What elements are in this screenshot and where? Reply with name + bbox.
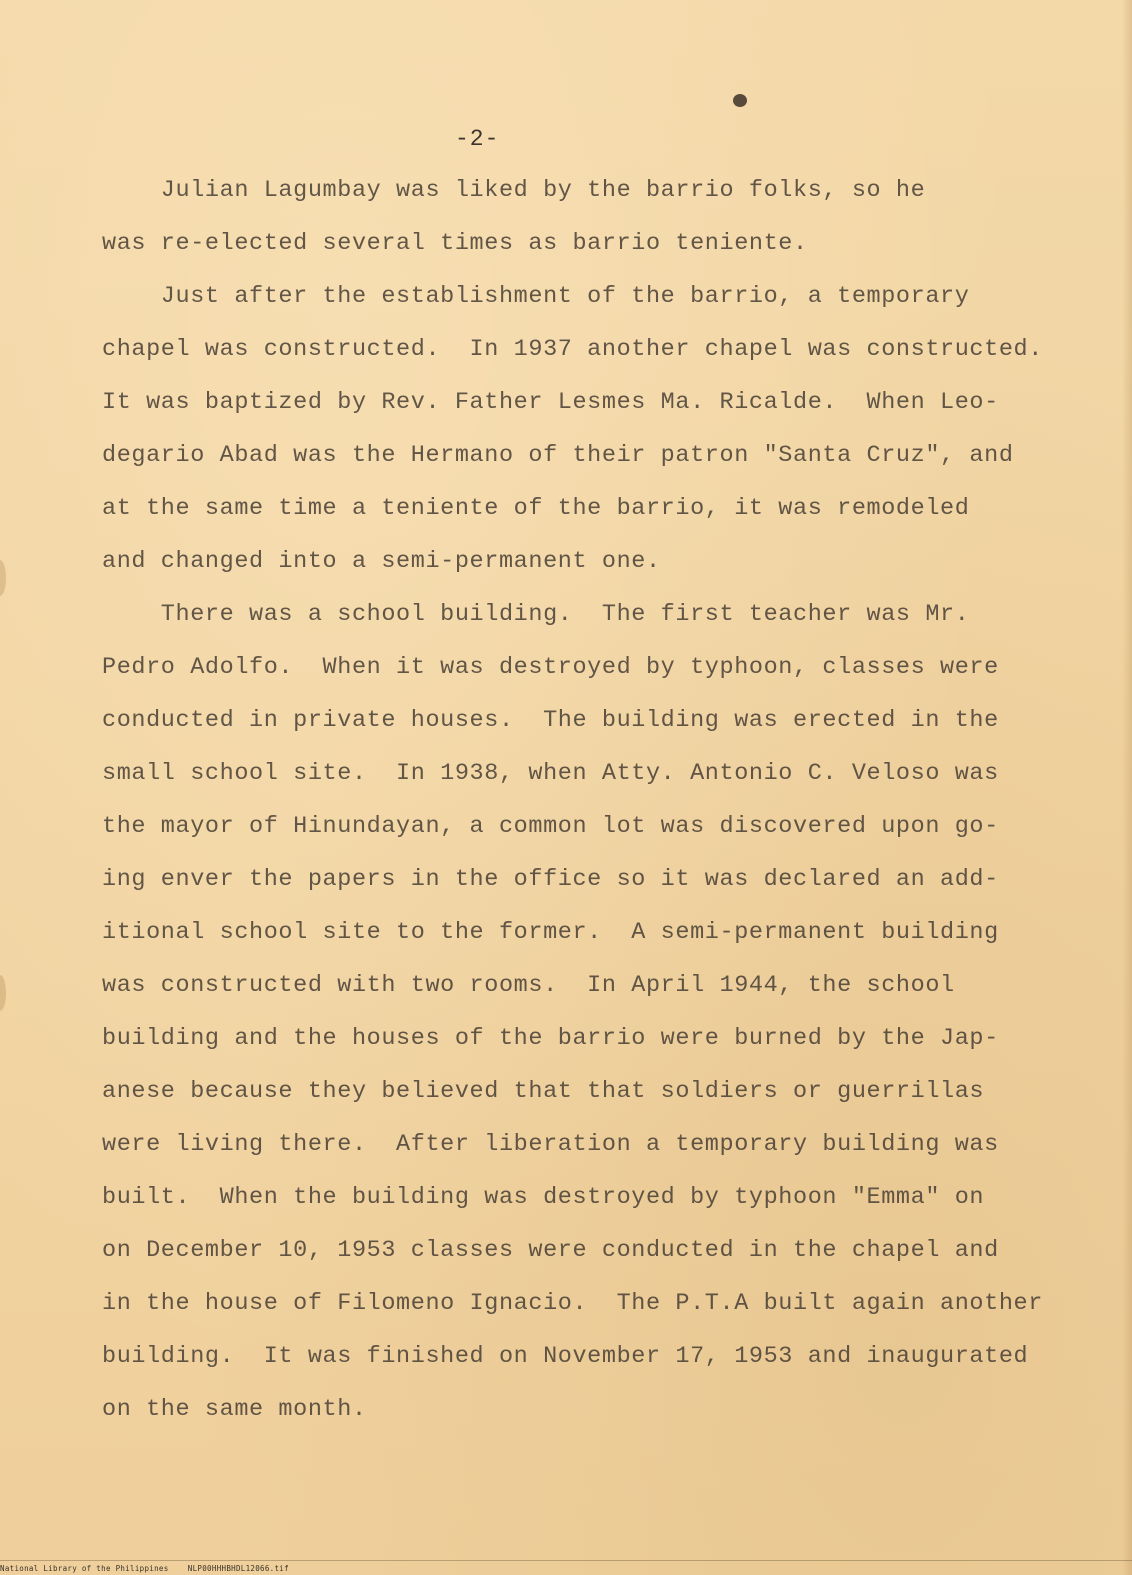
text-line: in the house of Filomeno Ignacio. The P.T.A built again another xyxy=(102,1290,1043,1317)
text-line: itional school site to the former. A semi-permanent building xyxy=(102,919,999,946)
page-edge-shadow xyxy=(1122,0,1132,1575)
binding-notch xyxy=(0,975,6,1011)
text-line: was re-elected several times as barrio teniente. xyxy=(102,230,808,257)
text-line: Just after the establishment of the barrio, a temporary xyxy=(102,283,970,310)
ink-spot xyxy=(733,94,747,107)
binding-notch xyxy=(0,560,6,596)
text-line: at the same time a teniente of the barrio, it was remodeled xyxy=(102,495,970,522)
text-line: building. It was finished on November 17, 1953 and inaugurated xyxy=(102,1343,1029,1370)
text-line: conducted in private houses. The building was erected in the xyxy=(102,707,999,734)
text-line: building and the houses of the barrio were burned by the Jap- xyxy=(102,1025,999,1052)
text-line: anese because they believed that that soldiers or guerrillas xyxy=(102,1078,985,1105)
text-line: small school site. In 1938, when Atty. Antonio C. Veloso was xyxy=(102,760,999,787)
text-line: degario Abad was the Hermano of their patron "Santa Cruz", and xyxy=(102,442,1014,469)
footer-caption: National Library of the Philippines NLP00HHHBHDL12066.tif xyxy=(0,1564,289,1573)
text-line: were living there. After liberation a temporary building was xyxy=(102,1131,999,1158)
text-line: Pedro Adolfo. When it was destroyed by typhoon, classes were xyxy=(102,654,999,681)
text-line: on December 10, 1953 classes were conducted in the chapel and xyxy=(102,1237,999,1264)
text-line: ing enver the papers in the office so it was declared an add- xyxy=(102,866,999,893)
text-line: and changed into a semi-permanent one. xyxy=(102,548,661,575)
text-line: was constructed with two rooms. In April 1944, the school xyxy=(102,972,955,999)
text-line: built. When the building was destroyed by typhoon "Emma" on xyxy=(102,1184,985,1211)
page-number: -2- xyxy=(455,126,500,152)
text-line: the mayor of Hinundayan, a common lot was discovered upon go- xyxy=(102,813,999,840)
text-line: chapel was constructed. In 1937 another chapel was constructed. xyxy=(102,336,1043,363)
text-line: on the same month. xyxy=(102,1396,367,1423)
text-line: Julian Lagumbay was liked by the barrio folks, so he xyxy=(102,177,926,204)
text-line: It was baptized by Rev. Father Lesmes Ma. Ricalde. When Leo- xyxy=(102,389,999,416)
text-line: There was a school building. The first teacher was Mr. xyxy=(102,601,970,628)
